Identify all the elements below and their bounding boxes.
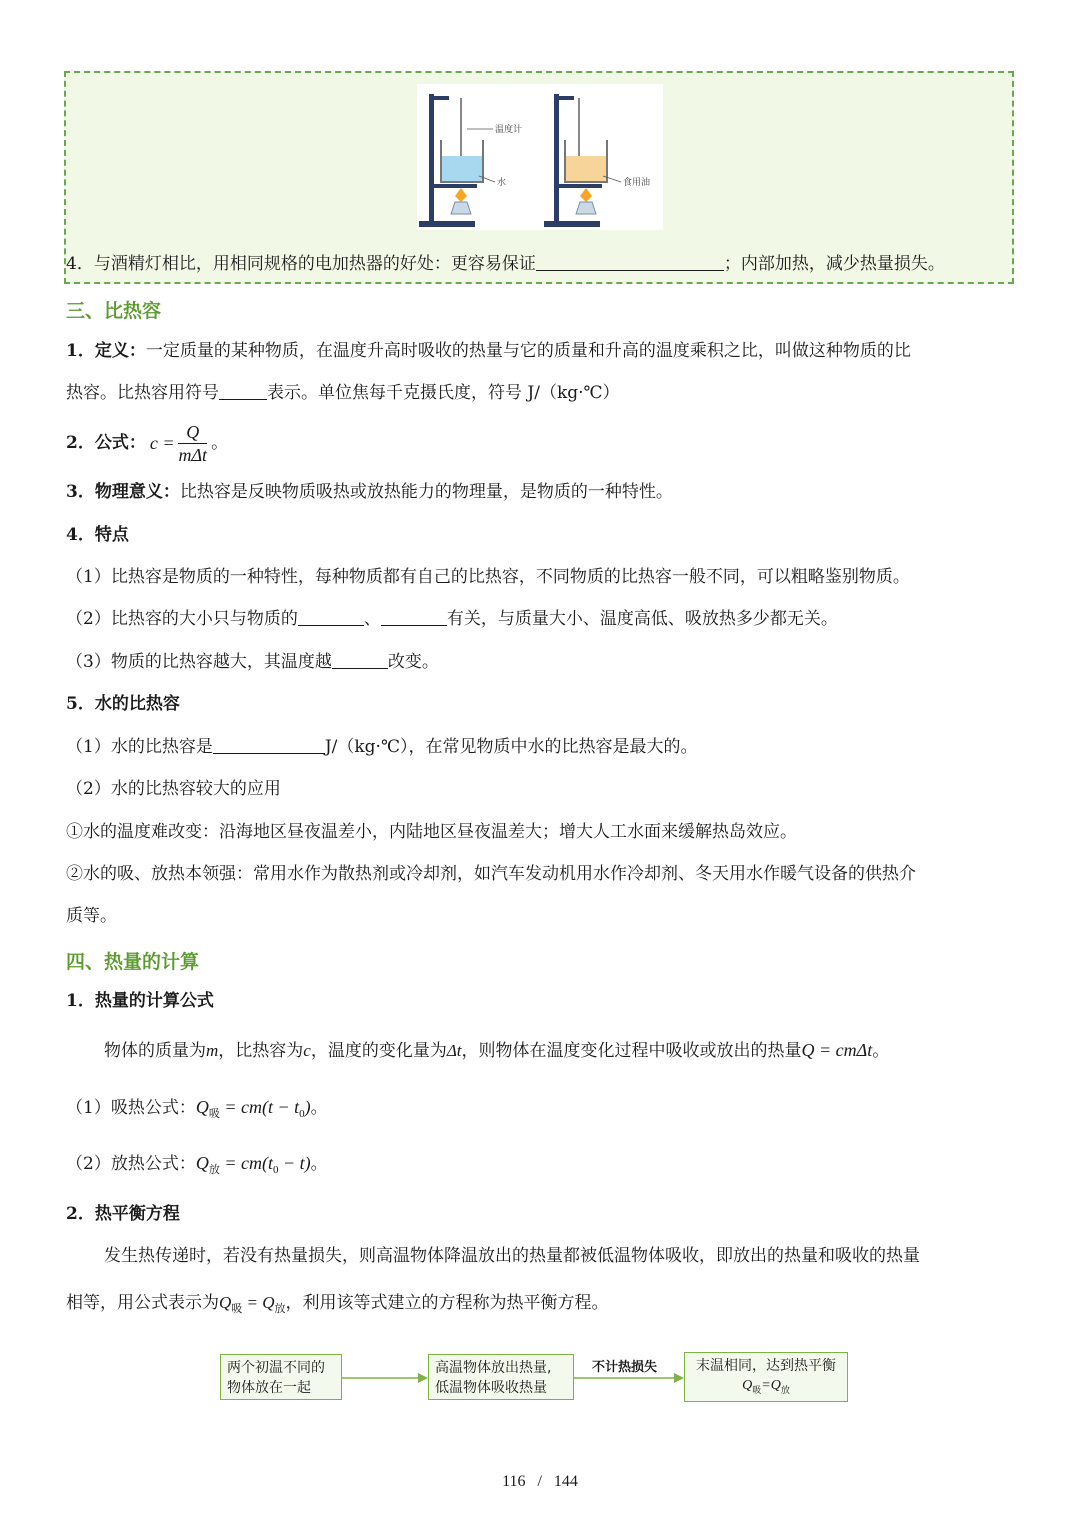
flow-sub2: 放 xyxy=(780,1385,790,1395)
flow-box-3-line-1: 末温相同，达到热平衡 xyxy=(696,1358,836,1374)
feature-3 xyxy=(66,651,439,673)
calc-text-d: ，则物体在温度变化过程中吸收或放出的热量 xyxy=(461,1041,802,1061)
absorb-end: 。 xyxy=(310,1098,328,1118)
thermometer-label: 温度计 xyxy=(495,125,523,135)
oil-label: 食用油 xyxy=(623,178,651,188)
calc-text-c: ，温度的变化量为 xyxy=(310,1041,447,1061)
balance-text-1: 发生热传递时，若没有热量损失，则高温物体降温放出的热量都被低温物体吸收，即放出的热量和吸收的热量 xyxy=(104,1246,920,1266)
definition-text-2a: 热容。比热容用符号 xyxy=(66,383,219,403)
flow-box-3 xyxy=(684,1352,848,1402)
balance-text-2b: ，利用该等式建立的方程称为热平衡方程。 xyxy=(285,1293,609,1313)
meaning-label: 3．物理意义： xyxy=(66,482,180,502)
right-oil xyxy=(566,156,606,181)
left-stand-base xyxy=(419,221,475,227)
water-2: （2）水的比热容较大的应用 xyxy=(66,779,281,799)
page-current: 116 xyxy=(502,1473,526,1490)
formula-end: 。 xyxy=(211,433,229,453)
water-2-ii-2: 质等。 xyxy=(66,906,117,926)
flow-arrow-2-icon xyxy=(574,1368,684,1388)
left-clamp-top xyxy=(429,96,449,100)
answer-blank xyxy=(298,609,364,626)
water-1-text-a: （1）水的比热容是 xyxy=(66,737,213,757)
feature-2-text-c: 有关，与质量大小、温度高低、吸放热多少都无关。 xyxy=(446,609,838,629)
balance-sub2: 放 xyxy=(274,1303,286,1315)
absorb-q: Q xyxy=(195,1097,209,1117)
answer-blank xyxy=(332,652,388,669)
water-label: 水 xyxy=(497,178,507,188)
feature-3-text-a: （3）物质的比热容越大，其温度越 xyxy=(66,652,332,672)
flow-box-2-line-2: 低温物体吸收热量 xyxy=(435,1380,547,1396)
calc-label: 1．热量的计算公式 xyxy=(66,991,214,1011)
flow-sub1: 吸 xyxy=(752,1385,762,1395)
balance-q2: Q xyxy=(262,1293,275,1312)
release-rhs-close: − t) xyxy=(278,1153,311,1173)
feature-2-text-a: （2）比热容的大小只与物质的 xyxy=(66,609,298,629)
left-ring xyxy=(429,184,477,188)
calc-text-b: ，比热容为 xyxy=(218,1041,304,1061)
meaning-line xyxy=(66,481,673,503)
release-formula-line xyxy=(66,1152,328,1181)
answer-blank xyxy=(219,383,267,400)
formula-lhs: c = xyxy=(149,433,175,453)
answer-blank xyxy=(213,737,325,754)
right-ring xyxy=(554,184,602,188)
water-2-ii-1: ②水的吸、放热本领强：常用水作为散热剂或冷却剂，如汽车发动机用水作冷却剂、冬天用水作暖气设备的供热介 xyxy=(66,864,916,884)
definition-text: 一定质量的某种物质，在温度升高时吸收的热量与它的质量和升高的温度乘积之比，叫做这种物质的比 xyxy=(145,341,911,361)
absorb-rhs: = cm(t − t xyxy=(219,1097,300,1117)
answer-blank xyxy=(381,609,447,626)
formula-numerator: Q xyxy=(178,421,207,444)
right-stand-pole xyxy=(554,94,559,224)
water-heat-label: 5．水的比热容 xyxy=(66,694,180,714)
left-flame xyxy=(455,188,467,202)
definition-line-1 xyxy=(66,340,911,362)
release-rhs: = cm(t xyxy=(219,1153,273,1173)
feature-2-sep: 、 xyxy=(363,609,381,629)
heating-apparatus-illustration xyxy=(417,84,663,230)
mass-symbol: m xyxy=(206,1041,219,1060)
release-formula xyxy=(195,1153,311,1176)
left-water xyxy=(442,156,482,181)
formula-label: 2．公式： xyxy=(66,433,146,453)
calc-text-a: 物体的质量为 xyxy=(104,1041,206,1061)
balance-eq: = xyxy=(242,1293,263,1312)
features-label: 4．特点 xyxy=(66,525,129,545)
release-q: Q xyxy=(195,1153,209,1173)
flow-q1: Q xyxy=(742,1378,753,1393)
water-1-text-b: J/（kg·℃），在常见物质中水的比热容是最大的。 xyxy=(324,737,698,757)
flow-arrow-label: 不计热损失 xyxy=(592,1360,658,1375)
balance-formula xyxy=(219,1293,286,1315)
water-2-i: ①水的温度难改变：沿海地区昼夜温差小，内陆地区昼夜温差大；增大人工水面来缓解热岛效应。 xyxy=(66,822,797,842)
feature-3-text-b: 改变。 xyxy=(387,652,439,672)
delta-t-symbol: Δt xyxy=(446,1041,462,1060)
definition-label: 1．定义： xyxy=(66,341,146,361)
meaning-text: 比热容是反映物质吸热或放热能力的物理量，是物质的一种特性。 xyxy=(179,482,673,502)
absorb-rhs-sub: 0 xyxy=(299,1108,305,1120)
definition-line-2 xyxy=(66,382,620,404)
absorb-rhs-close: ) xyxy=(304,1097,311,1117)
right-clamp-top xyxy=(554,96,574,100)
flow-box-1 xyxy=(220,1354,342,1400)
flow-box-2 xyxy=(428,1354,574,1400)
absorb-sub: 吸 xyxy=(208,1108,220,1120)
flow-box-1-line-1: 两个初温不同的 xyxy=(227,1360,325,1376)
formula-fraction xyxy=(178,421,207,466)
page-separator: / xyxy=(537,1473,542,1490)
section-4-title: 四、热量的计算 xyxy=(66,951,200,973)
release-label: （2）放热公式： xyxy=(66,1154,196,1174)
balance-q1: Q xyxy=(219,1293,232,1312)
heat-balance-flow xyxy=(220,1352,850,1402)
page-number xyxy=(0,1473,1080,1491)
formula-denominator: mΔt xyxy=(178,444,208,465)
right-stand-base xyxy=(544,221,600,227)
release-rhs-sub: 0 xyxy=(272,1164,279,1176)
specific-heat-symbol: c xyxy=(303,1041,311,1060)
feature-2 xyxy=(66,608,838,630)
heat-formula: Q = cmΔt xyxy=(801,1040,873,1060)
absorb-formula xyxy=(195,1097,311,1120)
left-stand-pole xyxy=(429,94,434,224)
right-burner xyxy=(576,202,596,214)
balance-text-2 xyxy=(66,1292,609,1320)
flow-box-2-line-1: 高温物体放出热量, xyxy=(435,1360,552,1376)
absorb-label: （1）吸热公式： xyxy=(66,1098,196,1118)
absorb-formula-line xyxy=(66,1096,328,1125)
calc-text xyxy=(104,1039,889,1062)
item4-text: 4．与酒精灯相比，用相同规格的电加热器的好处：更容易保证 xyxy=(66,254,536,274)
flow-eq: = xyxy=(761,1378,771,1393)
release-sub: 放 xyxy=(208,1164,220,1176)
item4-line xyxy=(66,253,945,275)
definition-text-2b: 表示。单位焦每千克摄氏度，符号 J/（kg·℃） xyxy=(267,383,620,403)
formula-line xyxy=(66,419,228,467)
balance-label: 2．热平衡方程 xyxy=(66,1204,180,1224)
flow-arrow-1-icon xyxy=(342,1368,428,1388)
balance-sub1: 吸 xyxy=(231,1303,243,1315)
flow-box-1-line-2: 物体放在一起 xyxy=(227,1380,311,1396)
balance-text-2a: 相等，用公式表示为 xyxy=(66,1293,219,1313)
flow-q2: Q xyxy=(770,1378,781,1393)
section-3-title: 三、比热容 xyxy=(66,300,162,322)
page-total: 144 xyxy=(553,1473,578,1490)
left-burner xyxy=(451,202,471,214)
flow-box-3-formula xyxy=(691,1376,841,1400)
calc-end: 。 xyxy=(872,1041,890,1061)
item4-text-end: ；内部加热，减少热量损失。 xyxy=(723,254,945,274)
water-1 xyxy=(66,736,697,758)
answer-blank xyxy=(536,254,724,271)
experiment-figure xyxy=(417,84,663,230)
feature-1: （1）比热容是物质的一种特性，每种物质都有自己的比热容，不同物质的比热容一般不同，可以粗略鉴别物质。 xyxy=(66,567,910,587)
right-flame xyxy=(580,188,592,202)
release-end: 。 xyxy=(310,1154,328,1174)
